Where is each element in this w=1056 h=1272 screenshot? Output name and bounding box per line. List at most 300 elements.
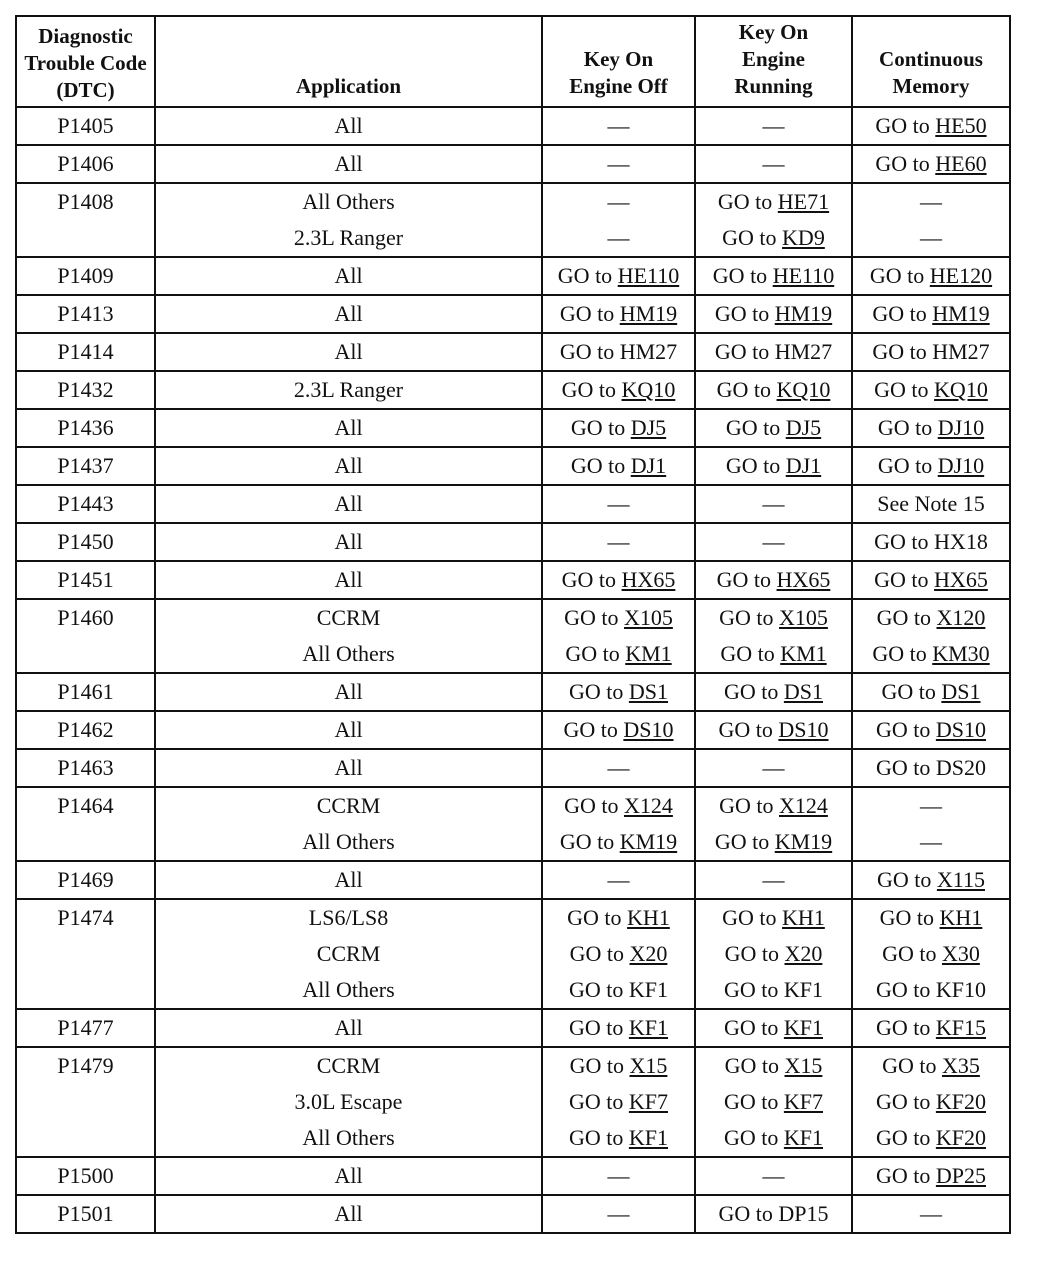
- header-key-on-engine-off: [542, 16, 695, 107]
- table-row: [16, 673, 1010, 711]
- procedure-link[interactable]: X124: [779, 793, 828, 818]
- cell-value: —: [920, 829, 942, 854]
- cell-value: —: [920, 225, 942, 250]
- key-on-engine-running-cell: [695, 371, 852, 409]
- dtc-code-cell: [16, 673, 155, 711]
- procedure-link[interactable]: HM19: [774, 301, 833, 326]
- dtc-code: P1408: [57, 189, 114, 214]
- procedure-link[interactable]: KF1: [783, 1125, 823, 1150]
- procedure-link[interactable]: KM30: [932, 641, 990, 666]
- cell-value: GO to DP15: [718, 1201, 829, 1226]
- key-on-engine-off-cell: [542, 1009, 695, 1047]
- application-cell: [155, 371, 542, 409]
- header-koeo-line: Key On: [583, 47, 654, 71]
- cell-value: All: [334, 1163, 363, 1188]
- cell-value: GO to DJ10: [877, 453, 985, 478]
- application-cell: [155, 107, 542, 145]
- cell-value: GO to HX65: [561, 567, 676, 592]
- application-cell: [155, 711, 542, 749]
- key-on-engine-off-cell: [542, 257, 695, 295]
- key-on-engine-off-cell: [542, 183, 695, 257]
- cell-value: GO to HE60: [875, 151, 987, 176]
- cell-value: —: [762, 529, 785, 554]
- application-cell: [155, 599, 542, 673]
- table-row: [16, 1009, 1010, 1047]
- cell-value: GO to X124: [719, 793, 828, 818]
- cell-value: —: [920, 793, 942, 818]
- procedure-link[interactable]: KF1: [628, 1125, 668, 1150]
- table-row: [16, 711, 1010, 749]
- procedure-link[interactable]: KF15: [935, 1015, 986, 1040]
- cell-value: All Others: [302, 641, 395, 666]
- procedure-link[interactable]: X30: [942, 941, 980, 966]
- cell-value: All: [334, 415, 363, 440]
- cell-value: All: [334, 867, 363, 892]
- dtc-code-cell: [16, 1157, 155, 1195]
- dtc-code-cell: [16, 183, 155, 257]
- application-cell: [155, 447, 542, 485]
- procedure-link[interactable]: DJ10: [937, 453, 985, 478]
- procedure-link[interactable]: X15: [629, 1053, 668, 1078]
- key-on-engine-off-cell: [542, 371, 695, 409]
- table-row: [16, 861, 1010, 899]
- dtc-code: P1501: [57, 1201, 114, 1226]
- table-row: [16, 371, 1010, 409]
- cell-value: —: [607, 189, 630, 214]
- procedure-link[interactable]: HX65: [621, 567, 676, 592]
- cell-value: All Others: [302, 189, 395, 214]
- key-on-engine-running-cell: [695, 523, 852, 561]
- cell-value: GO to DS10: [718, 717, 829, 742]
- procedure-link[interactable]: DJ1: [785, 453, 822, 478]
- cell-value: GO to KF7: [568, 1089, 668, 1114]
- dtc-code-cell: [16, 145, 155, 183]
- key-on-engine-running-cell: [695, 257, 852, 295]
- procedure-link[interactable]: X105: [624, 605, 673, 630]
- procedure-link[interactable]: KH1: [782, 905, 825, 930]
- table-row: [16, 749, 1010, 787]
- header-cm-line: Memory: [892, 74, 970, 98]
- key-on-engine-running-cell: [695, 485, 852, 523]
- cell-value: GO to X105: [719, 605, 828, 630]
- procedure-link[interactable]: X15: [784, 1053, 823, 1078]
- key-on-engine-running-cell: [695, 409, 852, 447]
- key-on-engine-running-cell: [695, 183, 852, 257]
- cell-value: GO to X35: [882, 1053, 980, 1078]
- key-on-engine-off-cell: [542, 787, 695, 861]
- dtc-code: P1474: [57, 905, 114, 930]
- cell-value: GO to HM19: [872, 301, 990, 326]
- cell-value: 2.3L Ranger: [293, 377, 404, 402]
- procedure-link[interactable]: DS1: [783, 679, 823, 704]
- procedure-link[interactable]: X20: [629, 941, 668, 966]
- dtc-code: P1432: [57, 377, 114, 402]
- cell-value: GO to X105: [564, 605, 673, 630]
- continuous-memory-cell: [852, 861, 1010, 899]
- table-row: [16, 409, 1010, 447]
- header-dtc-line: Trouble: [24, 51, 95, 75]
- procedure-link[interactable]: HE71: [777, 189, 830, 214]
- procedure-link[interactable]: X124: [624, 793, 673, 818]
- procedure-link[interactable]: HM19: [932, 301, 990, 326]
- dtc-code: P1477: [57, 1015, 114, 1040]
- cell-value: All: [334, 567, 363, 592]
- key-on-engine-off-cell: [542, 1157, 695, 1195]
- key-on-engine-running-cell: [695, 1009, 852, 1047]
- application-cell: [155, 1195, 542, 1233]
- cell-value: GO to KH1: [722, 905, 825, 930]
- key-on-engine-running-cell: [695, 295, 852, 333]
- continuous-memory-cell: [852, 599, 1010, 673]
- procedure-link[interactable]: KM19: [619, 829, 678, 854]
- cell-value: GO to KF1: [568, 1125, 668, 1150]
- key-on-engine-running-cell: [695, 1047, 852, 1157]
- continuous-memory-cell: [852, 1047, 1010, 1157]
- cell-value: —: [607, 225, 630, 250]
- procedure-link[interactable]: KM1: [780, 641, 827, 666]
- cell-value: GO to DS20: [875, 755, 986, 780]
- procedure-link[interactable]: KQ10: [934, 377, 988, 402]
- dtc-code: P1437: [57, 453, 114, 478]
- dtc-code-cell: [16, 447, 155, 485]
- dtc-code: P1413: [57, 301, 114, 326]
- application-cell: [155, 257, 542, 295]
- dtc-code-cell: [16, 485, 155, 523]
- dtc-code-cell: [16, 561, 155, 599]
- key-on-engine-off-cell: [542, 107, 695, 145]
- application-cell: [155, 485, 542, 523]
- table-row: [16, 107, 1010, 145]
- continuous-memory-cell: [852, 561, 1010, 599]
- cell-value: —: [920, 1201, 942, 1226]
- cell-value: GO to X115: [877, 867, 985, 892]
- dtc-code-cell: [16, 257, 155, 295]
- continuous-memory-cell: [852, 673, 1010, 711]
- cell-value: All: [334, 529, 363, 554]
- continuous-memory-cell: [852, 447, 1010, 485]
- cell-value: GO to DJ5: [570, 415, 667, 440]
- application-cell: [155, 145, 542, 183]
- cell-value: All: [334, 717, 363, 742]
- dtc-code: P1406: [57, 151, 114, 176]
- cell-value: GO to KF20: [875, 1089, 986, 1114]
- procedure-link[interactable]: HE120: [929, 263, 993, 288]
- continuous-memory-cell: [852, 145, 1010, 183]
- cell-value: All Others: [302, 1125, 395, 1150]
- table-row: [16, 1047, 1010, 1157]
- dtc-code-cell: [16, 599, 155, 673]
- cell-value: GO to DJ1: [725, 453, 822, 478]
- cell-value: —: [607, 755, 630, 780]
- dtc-code-cell: [16, 409, 155, 447]
- cell-value: All: [334, 679, 363, 704]
- key-on-engine-running-cell: [695, 561, 852, 599]
- cell-value: —: [607, 529, 630, 554]
- procedure-link[interactable]: HM19: [619, 301, 678, 326]
- header-koer-line: Engine: [741, 47, 806, 71]
- key-on-engine-off-cell: [542, 861, 695, 899]
- dtc-code: P1450: [57, 529, 114, 554]
- application-cell: [155, 523, 542, 561]
- procedure-link[interactable]: KM1: [625, 641, 672, 666]
- dtc-code-cell: [16, 371, 155, 409]
- continuous-memory-cell: [852, 523, 1010, 561]
- cell-value: 3.0L Escape: [294, 1089, 403, 1114]
- procedure-link[interactable]: HE60: [935, 151, 987, 176]
- dtc-code: P1462: [57, 717, 114, 742]
- dtc-code: P1479: [57, 1053, 114, 1078]
- cell-value: —: [607, 151, 630, 176]
- continuous-memory-cell: [852, 485, 1010, 523]
- cell-value: All: [334, 151, 363, 176]
- table-row: [16, 183, 1010, 257]
- key-on-engine-running-cell: [695, 673, 852, 711]
- key-on-engine-off-cell: [542, 899, 695, 1009]
- dtc-code-cell: [16, 899, 155, 1009]
- continuous-memory-cell: [852, 711, 1010, 749]
- table-body: [16, 107, 1010, 1233]
- application-cell: [155, 749, 542, 787]
- cell-value: GO to DJ10: [877, 415, 985, 440]
- dtc-code: P1461: [57, 679, 114, 704]
- dtc-code-cell: [16, 1195, 155, 1233]
- key-on-engine-off-cell: [542, 145, 695, 183]
- procedure-link[interactable]: X115: [936, 867, 985, 892]
- key-on-engine-off-cell: [542, 447, 695, 485]
- table-row: [16, 447, 1010, 485]
- application-cell: [155, 561, 542, 599]
- key-on-engine-off-cell: [542, 749, 695, 787]
- table-row: [16, 599, 1010, 673]
- cell-value: All: [334, 453, 363, 478]
- key-on-engine-running-cell: [695, 787, 852, 861]
- procedure-link[interactable]: DJ10: [937, 415, 985, 440]
- continuous-memory-cell: [852, 257, 1010, 295]
- cell-value: CCRM: [316, 793, 381, 818]
- procedure-link[interactable]: DJ5: [630, 415, 667, 440]
- procedure-link[interactable]: DS10: [778, 717, 829, 742]
- procedure-link[interactable]: KF20: [935, 1125, 986, 1150]
- procedure-link[interactable]: DJ5: [785, 415, 822, 440]
- cell-value: All: [334, 113, 363, 138]
- header-key-on-engine-running: [695, 16, 852, 107]
- procedure-link[interactable]: KH1: [939, 905, 983, 930]
- continuous-memory-cell: [852, 371, 1010, 409]
- cell-value: GO to HE120: [869, 263, 993, 288]
- key-on-engine-off-cell: [542, 295, 695, 333]
- continuous-memory-cell: [852, 107, 1010, 145]
- procedure-link[interactable]: KH1: [627, 905, 670, 930]
- application-cell: [155, 295, 542, 333]
- table-row: [16, 145, 1010, 183]
- table-row: [16, 523, 1010, 561]
- procedure-link[interactable]: KF7: [783, 1089, 823, 1114]
- dtc-code: P1460: [57, 605, 114, 630]
- procedure-link[interactable]: X105: [779, 605, 828, 630]
- cell-value: All: [334, 1015, 363, 1040]
- application-cell: [155, 333, 542, 371]
- dtc-code-cell: [16, 333, 155, 371]
- cell-value: GO to X30: [882, 941, 980, 966]
- cell-value: GO to HM19: [714, 301, 833, 326]
- cell-value: GO to HE110: [712, 263, 835, 288]
- procedure-link[interactable]: KQ10: [776, 377, 831, 402]
- continuous-memory-cell: [852, 333, 1010, 371]
- application-cell: [155, 673, 542, 711]
- cell-value: GO to KF1: [723, 977, 823, 1002]
- cell-value: GO to DS1: [881, 679, 981, 704]
- cell-value: GO to KQ10: [716, 377, 831, 402]
- key-on-engine-running-cell: [695, 1195, 852, 1233]
- cell-value: All Others: [302, 829, 395, 854]
- table-row: [16, 561, 1010, 599]
- key-on-engine-off-cell: [542, 599, 695, 673]
- application-cell: [155, 899, 542, 1009]
- procedure-link[interactable]: KF1: [783, 1015, 823, 1040]
- header-koer-line: Running: [734, 74, 813, 98]
- cell-value: CCRM: [316, 1053, 381, 1078]
- cell-value: CCRM: [316, 941, 381, 966]
- key-on-engine-running-cell: [695, 1157, 852, 1195]
- table-row: [16, 485, 1010, 523]
- procedure-link[interactable]: DS10: [623, 717, 674, 742]
- cell-value: GO to KH1: [879, 905, 983, 930]
- procedure-link[interactable]: X120: [936, 605, 986, 630]
- table-row: [16, 257, 1010, 295]
- procedure-link[interactable]: HX65: [776, 567, 831, 592]
- header-dtc-line: Diagnostic: [38, 24, 133, 48]
- cell-value: GO to X20: [724, 941, 823, 966]
- application-cell: [155, 861, 542, 899]
- header-application: [155, 16, 542, 107]
- continuous-memory-cell: [852, 749, 1010, 787]
- cell-value: GO to HM27: [714, 339, 833, 364]
- dtc-code: P1451: [57, 567, 114, 592]
- cell-value: GO to HX18: [874, 529, 988, 554]
- cell-value: GO to HE71: [717, 189, 830, 214]
- cell-value: All: [334, 491, 363, 516]
- cell-value: LS6/LS8: [308, 905, 389, 930]
- cell-value: GO to X124: [564, 793, 673, 818]
- cell-value: GO to HM27: [559, 339, 678, 364]
- key-on-engine-off-cell: [542, 673, 695, 711]
- dtc-code: P1500: [57, 1163, 114, 1188]
- procedure-link[interactable]: KQ10: [621, 377, 676, 402]
- continuous-memory-cell: [852, 787, 1010, 861]
- cell-value: GO to X20: [569, 941, 668, 966]
- cell-value: GO to KH1: [567, 905, 670, 930]
- key-on-engine-off-cell: [542, 561, 695, 599]
- procedure-link[interactable]: KF1: [628, 1015, 668, 1040]
- continuous-memory-cell: [852, 409, 1010, 447]
- header-koeo-line: Engine Off: [569, 74, 668, 98]
- dtc-code-cell: [16, 861, 155, 899]
- procedure-link[interactable]: HX65: [934, 567, 988, 592]
- cell-value: GO to X120: [876, 605, 986, 630]
- dtc-code-cell: [16, 711, 155, 749]
- cell-value: GO to KD9: [722, 225, 825, 250]
- cell-value: CCRM: [316, 605, 381, 630]
- key-on-engine-off-cell: [542, 711, 695, 749]
- cell-value: —: [762, 1163, 785, 1188]
- dtc-code-cell: [16, 107, 155, 145]
- dtc-code: P1436: [57, 415, 114, 440]
- key-on-engine-running-cell: [695, 599, 852, 673]
- continuous-memory-cell: [852, 183, 1010, 257]
- cell-value: GO to X15: [724, 1053, 823, 1078]
- cell-value: —: [762, 491, 785, 516]
- cell-value: —: [607, 113, 630, 138]
- procedure-link[interactable]: HE110: [772, 263, 835, 288]
- cell-value: GO to HX65: [716, 567, 831, 592]
- cell-value: GO to HE50: [875, 113, 987, 138]
- dtc-code-cell: [16, 787, 155, 861]
- cell-value: GO to DJ5: [725, 415, 822, 440]
- dtc-code: P1463: [57, 755, 114, 780]
- header-cm-line: Continuous: [879, 47, 983, 71]
- table-row: [16, 1195, 1010, 1233]
- table-row: [16, 333, 1010, 371]
- key-on-engine-running-cell: [695, 711, 852, 749]
- cell-value: GO to KF1: [723, 1125, 823, 1150]
- continuous-memory-cell: [852, 1009, 1010, 1047]
- dtc-code-cell: [16, 295, 155, 333]
- cell-value: GO to KF1: [568, 1015, 668, 1040]
- procedure-link[interactable]: DS1: [628, 679, 668, 704]
- application-cell: [155, 409, 542, 447]
- cell-value: GO to DS1: [723, 679, 823, 704]
- cell-value: GO to KQ10: [561, 377, 676, 402]
- key-on-engine-running-cell: [695, 899, 852, 1009]
- cell-value: GO to KF7: [723, 1089, 823, 1114]
- procedure-link[interactable]: DJ1: [630, 453, 667, 478]
- procedure-link[interactable]: DP25: [935, 1163, 986, 1188]
- procedure-link[interactable]: DS1: [941, 679, 981, 704]
- procedure-link[interactable]: HE110: [617, 263, 680, 288]
- key-on-engine-off-cell: [542, 1195, 695, 1233]
- procedure-link[interactable]: KF7: [628, 1089, 668, 1114]
- table-row: [16, 1157, 1010, 1195]
- cell-value: All: [334, 301, 363, 326]
- key-on-engine-running-cell: [695, 333, 852, 371]
- cell-value: —: [762, 755, 785, 780]
- cell-value: All: [334, 263, 363, 288]
- dtc-code-cell: [16, 1047, 155, 1157]
- key-on-engine-off-cell: [542, 409, 695, 447]
- procedure-link[interactable]: X20: [784, 941, 823, 966]
- procedure-link[interactable]: KD9: [782, 225, 825, 250]
- key-on-engine-running-cell: [695, 145, 852, 183]
- dtc-code: P1443: [57, 491, 114, 516]
- dtc-table: [15, 15, 1011, 1234]
- cell-value: —: [762, 151, 785, 176]
- cell-value: —: [607, 491, 630, 516]
- procedure-link[interactable]: HE50: [935, 113, 987, 138]
- cell-value: GO to HE110: [557, 263, 680, 288]
- application-cell: [155, 1009, 542, 1047]
- cell-value: GO to KF1: [568, 977, 668, 1002]
- key-on-engine-running-cell: [695, 749, 852, 787]
- key-on-engine-off-cell: [542, 485, 695, 523]
- procedure-link[interactable]: DS10: [935, 717, 986, 742]
- procedure-link[interactable]: KF20: [935, 1089, 986, 1114]
- procedure-link[interactable]: X35: [942, 1053, 980, 1078]
- key-on-engine-running-cell: [695, 447, 852, 485]
- procedure-link[interactable]: KM19: [774, 829, 833, 854]
- cell-value: All: [334, 1201, 363, 1226]
- cell-value: See Note 15: [877, 491, 985, 516]
- cell-value: GO to KQ10: [874, 377, 988, 402]
